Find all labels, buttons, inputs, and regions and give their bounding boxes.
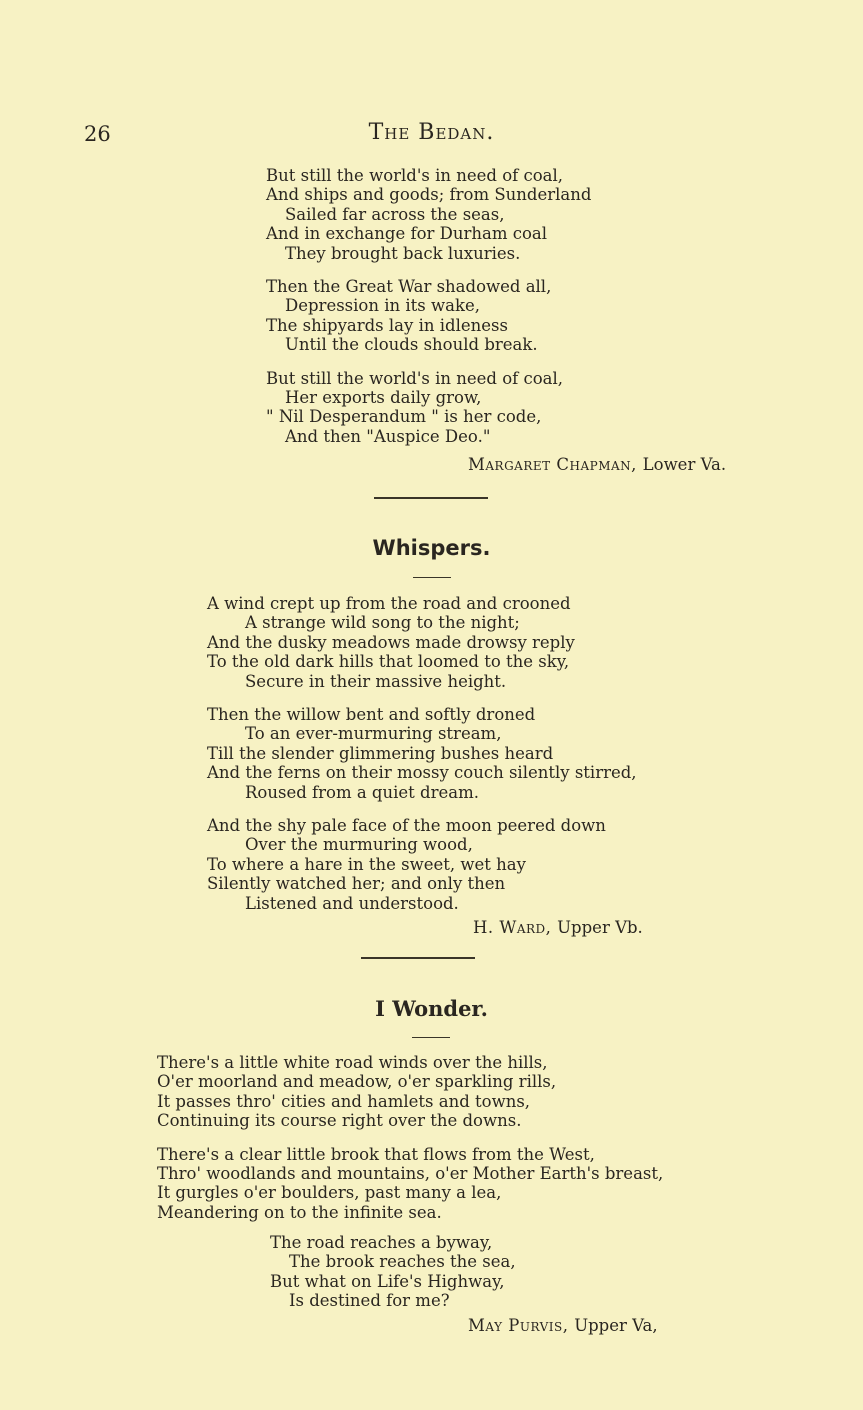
poem-line: Sailed far across the seas, — [285, 204, 505, 224]
poem-i-wonder — [157, 1053, 663, 1236]
author-name: H. Ward, — [473, 918, 552, 937]
poem-line: " Nil Desperandum " is her code, — [266, 407, 542, 427]
poem-title-i-wonder: I Wonder. — [375, 996, 488, 1021]
poem-line: There's a clear little brook that flows from the West, — [157, 1144, 595, 1164]
stanza — [207, 594, 637, 691]
poem-line: Is destined for me? — [289, 1291, 450, 1311]
poem-line: To an ever-murmuring stream, — [245, 724, 502, 744]
author-form: Upper Va, — [574, 1316, 658, 1335]
poem-line: And the shy pale face of the moon peered down — [207, 816, 606, 836]
poem-line: To the old dark hills that loomed to the sky, — [207, 652, 570, 672]
poem-line: The shipyards lay in idleness — [266, 315, 508, 335]
poem-line: Till the slender glimmering bushes heard — [207, 743, 554, 763]
author-name: May Purvis, — [468, 1316, 569, 1335]
poem-line: Roused from a quiet dream. — [245, 782, 479, 802]
poem-line: Depression in its wake, — [285, 296, 480, 316]
poem-title-whispers: Whispers. — [372, 536, 491, 560]
stanza — [157, 1053, 663, 1131]
poem-line: A strange wild song to the night; — [245, 613, 520, 633]
poem-line: To where a hare in the sweet, wet hay — [207, 854, 526, 874]
byline-poem-coal — [468, 455, 726, 474]
poem-line: And in exchange for Durham coal — [266, 224, 548, 244]
poem-line: Listened and understood. — [245, 893, 459, 913]
author-form: Lower Va. — [642, 455, 727, 474]
poem-line: The road reaches a byway, — [270, 1233, 493, 1252]
poem-line: Secure in their massive height. — [245, 671, 507, 691]
poem-line: A wind crept up from the road and crooned — [207, 594, 571, 613]
author-name: Margaret Chapman, — [468, 455, 637, 474]
poem-line: And then "Auspice Deo." — [285, 426, 491, 446]
stanza — [207, 705, 637, 802]
poem-line: Silently watched her; and only then — [207, 874, 506, 894]
poem-line: There's a little white road winds over the hills, — [157, 1053, 548, 1072]
poem-line: It passes thro' cities and hamlets and towns, — [157, 1091, 531, 1111]
poem-line: And the dusky meadows made drowsy reply — [207, 632, 575, 652]
poem-whispers — [207, 594, 637, 927]
poem-line: But still the world's in need of coal, — [266, 166, 564, 185]
title-underline — [413, 577, 451, 578]
stanza — [266, 277, 591, 355]
poem-line: Over the murmuring wood, — [245, 835, 473, 855]
poem-line: Then the Great War shadowed all, — [266, 277, 552, 297]
stanza — [207, 816, 637, 913]
poem-line: Then the willow bent and softly droned — [207, 705, 536, 725]
section-divider — [361, 957, 475, 959]
poem-line: And ships and goods; from Sunderland — [266, 185, 592, 205]
poem-line: And the ferns on their mossy couch silently stirred, — [207, 763, 637, 783]
poem-line: Meandering on to the infinite sea. — [157, 1202, 442, 1222]
poem-line: Until the clouds should break. — [285, 335, 538, 355]
poem-line: The brook reaches the sea, — [289, 1252, 516, 1272]
poem-line: Thro' woodlands and mountains, o'er Mother Earth's breast, — [157, 1164, 664, 1184]
section-divider — [374, 497, 488, 499]
poem-line: Her exports daily grow, — [285, 388, 482, 408]
byline-poem-whispers — [473, 918, 643, 937]
author-form: Upper Vb. — [557, 918, 643, 937]
poem-line: It gurgles o'er boulders, past many a lea, — [157, 1183, 502, 1203]
poem-line: But still the world's in need of coal, — [266, 368, 564, 388]
poem-line: O'er moorland and meadow, o'er sparkling rills, — [157, 1072, 557, 1092]
poem-line: Continuing its course right over the downs. — [157, 1111, 522, 1131]
title-underline — [412, 1037, 450, 1038]
poem-i-wonder-coda — [270, 1233, 516, 1311]
page-number: 26 — [84, 122, 111, 146]
poem-line: But what on Life's Highway, — [270, 1271, 505, 1291]
stanza — [266, 369, 591, 447]
poem-coal — [266, 166, 591, 460]
stanza — [157, 1145, 663, 1223]
poem-line: They brought back luxuries. — [285, 243, 521, 263]
stanza — [266, 166, 591, 263]
running-title: The Bedan. — [368, 120, 495, 145]
byline-poem-i-wonder — [468, 1316, 658, 1335]
